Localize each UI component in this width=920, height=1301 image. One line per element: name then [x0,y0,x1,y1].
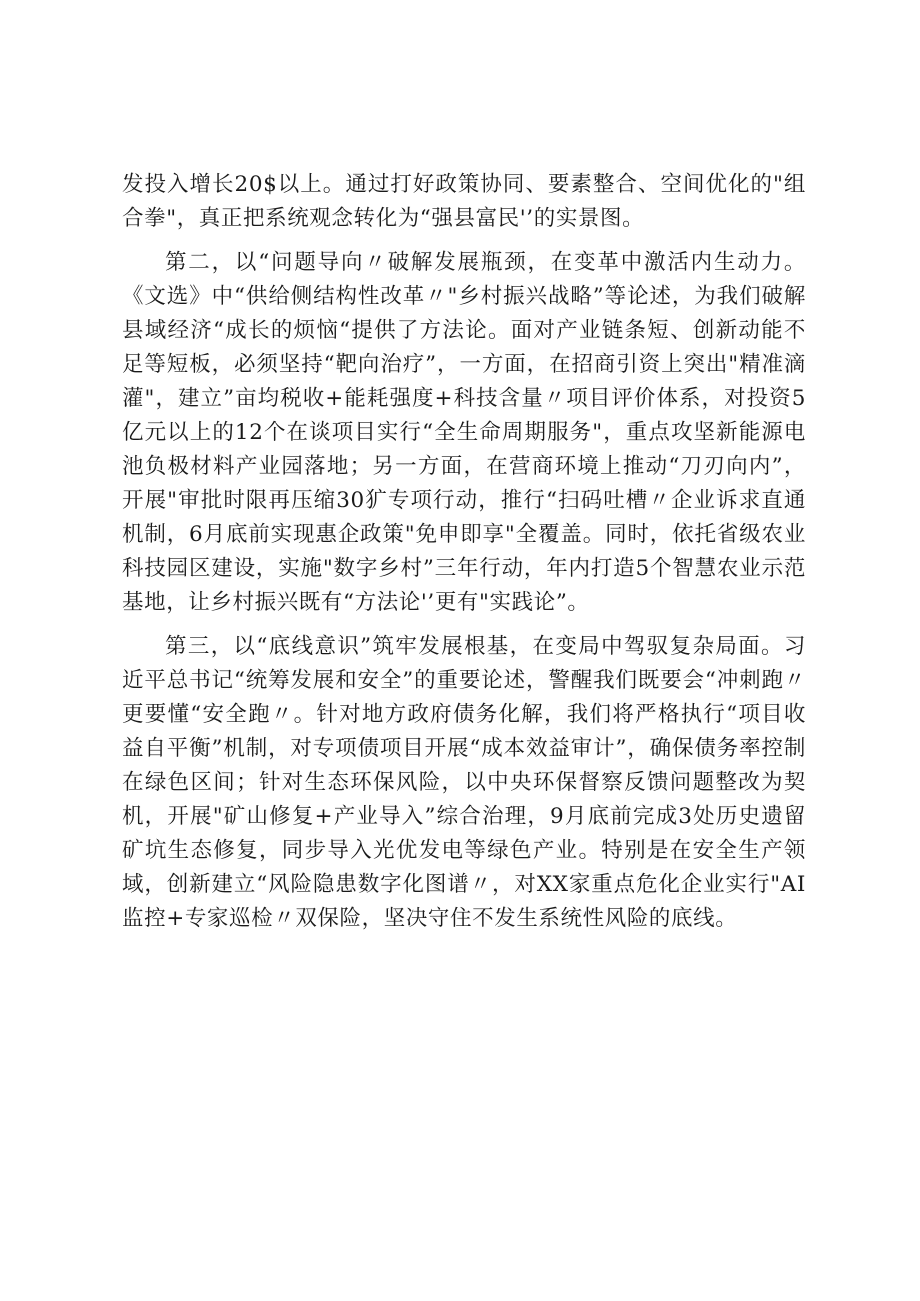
document-body [122,168,806,936]
paragraph-gap [122,620,806,630]
paragraph-3: 第三，以“底线意识”筑牢发展根基，在变局中驾驭复杂局面。习近平总书记“统筹发展和安全”的重要论述，警醒我们既要会“冲刺跑〃更要懂“安全跑〃。针对地方政府债务化解，我们将严格执行“项目收益自平衡”机制，对专项债项目开展“成本效益审计”，确保债务率控制在绿色区间；针对生态环保风险，以中央环保督察反馈问题整改为契机，开展"矿山修复+产业导入”综合治理，9月底前完成3处历史遗留矿坑生态修复，同步导入光优发电等绿色产业。特别是在安全生产领域，创新建立“风险隐患数字化图谱〃，对XX家重点危化企业实行"AI监控+专家巡检〃双保险，坚决守住不发生系统性风险的底线。 [122,634,806,931]
paragraph-gap [122,236,806,246]
paragraph-1: 发投入增长20$以上。通过打好政策协同、要素整合、空间优化的"组合拳"，真正把系统观念转化为“强县富民'’的实景图。 [122,172,806,231]
paragraph-2: 第二，以“问题导向〃破解发展瓶颈，在变革中激活内生动力。《文选》中“供给侧结构性改革〃"乡村振兴战略”等论述，为我们破解县域经济“成长的烦恼“提供了方法论。面对产业链条短、创新动能不足等短板，必须坚持“靶向治疗”，一方面，在招商引资上突出"精准滴灌"，建立”亩均税收+能耗强度+科技含量〃项目评价体系，对投资5亿元以上的12个在谈项目实行“全生命周期服务"，重点攻坚新能源电池负极材料产业园落地；另一方面，在营商环境上推动“刀刃向内”，开展"审批时限再压缩30犷专项行动，推行“扫码吐槽〃企业诉求直通机制，6月底前实现惠企政策"免申即享"全覆盖。同时，依托省级农业科技园区建设，实施"数字乡村”三年行动，年内打造5个智慧农业示范基地，让乡村振兴既有“方法论'’更有"实践论”。 [122,250,806,615]
